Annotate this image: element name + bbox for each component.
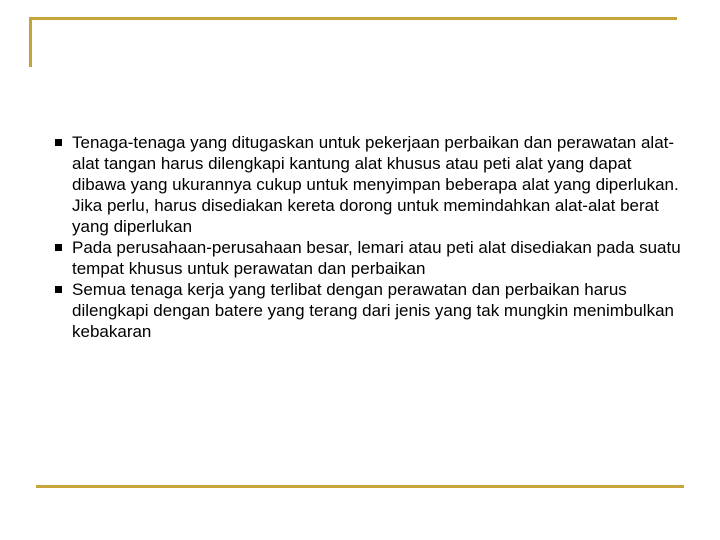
bullet-text: Tenaga-tenaga yang ditugaskan untuk pekerjaan perbaikan dan perawatan alat-alat tangan harus dilengkapi kantung alat khusus atau peti alat yang dapat dibawa yang ukurannya cukup untuk menyimpan beberapa alat yang diperlukan. Jika perlu, harus disediakan kereta dorong untuk memindahkan alat-alat berat yang diperlukan — [72, 133, 679, 236]
slide-content — [54, 132, 690, 342]
frame-top-rule — [29, 17, 677, 20]
square-bullet-icon — [55, 286, 62, 293]
frame-bottom-rule — [36, 485, 684, 488]
bullet-text: Semua tenaga kerja yang terlibat dengan perawatan dan perbaikan harus dilengkapi dengan batere yang terang dari jenis yang tak mungkin menimbulkan kebakaran — [72, 280, 674, 341]
bullet-item — [54, 237, 690, 279]
bullet-item — [54, 279, 690, 342]
square-bullet-icon — [55, 139, 62, 146]
bullet-item — [54, 132, 690, 237]
bullet-text: Pada perusahaan-perusahaan besar, lemari atau peti alat disediakan pada suatu tempat khusus untuk perawatan dan perbaikan — [72, 238, 681, 278]
bullet-list — [54, 132, 690, 342]
frame-left-rule — [29, 17, 32, 67]
square-bullet-icon — [55, 244, 62, 251]
